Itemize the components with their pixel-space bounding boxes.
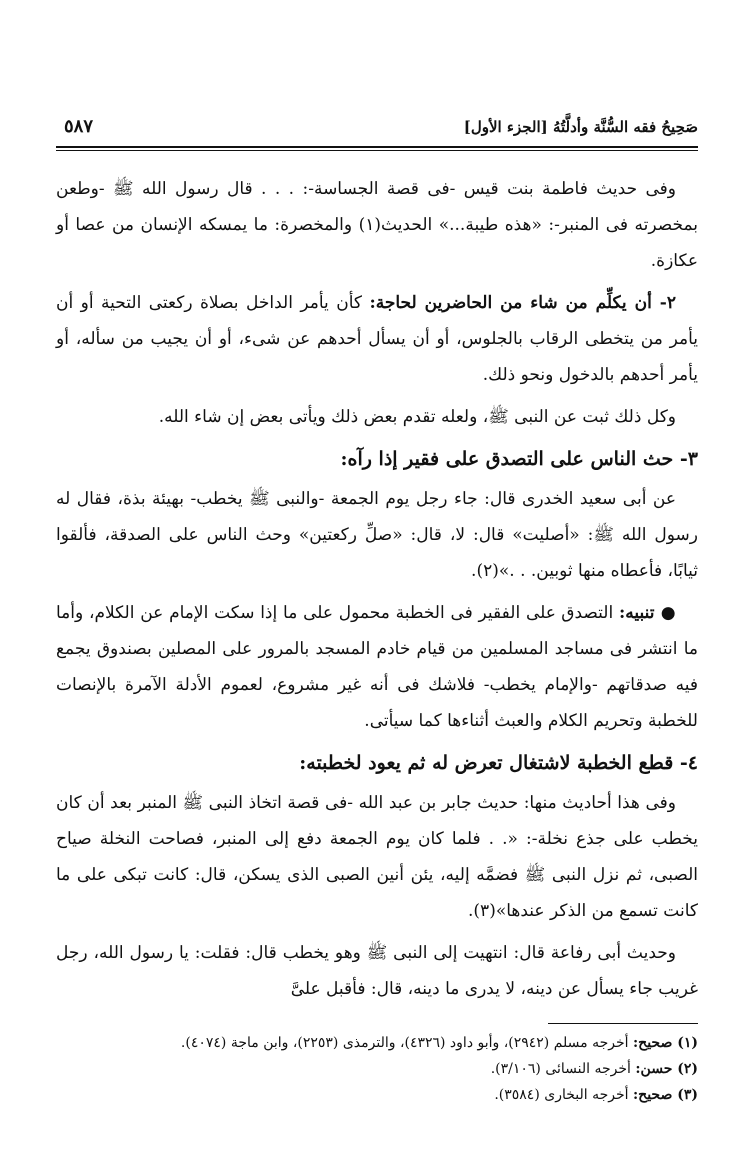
footnote-label: (٢) حسن: <box>635 1061 698 1077</box>
book-page <box>56 112 698 1108</box>
footnote-text: أخرجه مسلم (٢٩٤٢)، وأبو داود (٤٣٢٦)، والترمذى (٢٢٥٣)، وابن ماجة (٤٠٧٤). <box>180 1035 629 1051</box>
section-3-heading: ٣- حث الناس على التصدق على فقير إذا رآه: <box>340 448 698 470</box>
footnote-label: (٣) صحيح: <box>632 1087 698 1103</box>
page-number: ٥٨٧ <box>64 116 94 137</box>
footnote-2 <box>56 1056 698 1082</box>
footnote-divider <box>548 1023 698 1024</box>
section-4-heading: ٤- قطع الخطبة لاشتغال تعرض له ثم يعود لخطبته: <box>299 752 698 774</box>
header-divider-thin <box>56 150 698 151</box>
section-2 <box>56 285 698 393</box>
footnote-label: (١) صحيح: <box>632 1035 698 1051</box>
footnotes <box>56 1030 698 1108</box>
section-2-heading: ٢- أن يكلِّم من شاء من الحاضرين لحاجة: <box>369 293 677 313</box>
footnote-3 <box>56 1082 698 1108</box>
note-paragraph <box>56 595 698 739</box>
page-body <box>56 171 698 1007</box>
section-2-text: كأن يأمر الداخل بصلاة ركعتى التحية أو أن يأمر من يتخطى الرقاب بالجلوس، أو أن يسأل أحدهم عن شىء، أو أن يجيب من سأله، أو يأمر أحدهم بالدخول ونحو ذلك. <box>56 293 698 385</box>
footnote-text: أخرجه النسائى (٣/١٠٦). <box>490 1061 631 1077</box>
book-title: صَحِيحُ فقه السُّنَّة وأدلَّتُهُ [الجزء الأول] <box>463 118 698 136</box>
paragraph-abu-rifaa: وحديث أبى رفاعة قال: انتهيت إلى النبى ﷺ وهو يخطب قال: فقلت: يا رسول الله، رجل غريب جاء يسأل عن دينه، لا يدرى ما دينه، قال: فأقبل علىَّ <box>56 943 698 999</box>
note-text: التصدق على الفقير فى الخطبة محمول على ما إذا سكت الإمام عن الكلام، وأما ما انتشر فى مساجد المسلمين من قيام خادم المسجد بالمرور على المصلين بصندوق يجمع فيه صدقاتهم -والإمام يخطب- فلاشك فى أنه غير مشروع، لعموم الأدلة الآمرة بالإنصات للخطبة وتحريم الكلام والعبث أثناءها كما سيأتى. <box>56 603 698 731</box>
paragraph-fatima-hadith: وفى حديث فاطمة بنت قيس -فى قصة الجساسة-: . . . قال رسول الله ﷺ -وطعن بمخصرته فى المنبر-: «هذه طيبة...» الحديث(١) والمخصرة: ما يمسكه الإنسان من عصا أو عكازة. <box>56 179 698 271</box>
section-3-text: عن أبى سعيد الخدرى قال: جاء رجل يوم الجمعة -والنبى ﷺ يخطب- بهيئة بذة، فقال له رسول الله ﷺ: «أصليت» قال: لا، قال: «صلِّ ركعتين» وحث الناس على الصدقة، فألقوا ثيابًا، فأعطاه منها ثوبين. . .»(٢). <box>56 489 698 581</box>
paragraph-prophet-proof: وكل ذلك ثبت عن النبى ﷺ، ولعله تقدم بعض ذلك ويأتى بعض إن شاء الله. <box>158 407 676 427</box>
footnote-1 <box>56 1030 698 1056</box>
running-header <box>56 112 698 146</box>
footnote-text: أخرجه البخارى (٣٥٨٤). <box>494 1087 629 1103</box>
section-4-text: وفى هذا أحاديث منها: حديث جابر بن عبد الله -فى قصة اتخاذ النبى ﷺ المنبر بعد أن كان يخطب على جذع نخلة-: «. . فلما كان يوم الجمعة دفع إلى المنبر، فصاحت النخلة صياح الصبى، ثم نزل النبى ﷺ فضمَّه إليه، يئن أنين الصبى الذى يسكن، قال: كانت تبكى على ما كانت تسمع من الذكر عندها»(٣). <box>56 793 698 921</box>
note-label: ● تنبيه: <box>618 603 677 623</box>
header-divider <box>56 146 698 148</box>
